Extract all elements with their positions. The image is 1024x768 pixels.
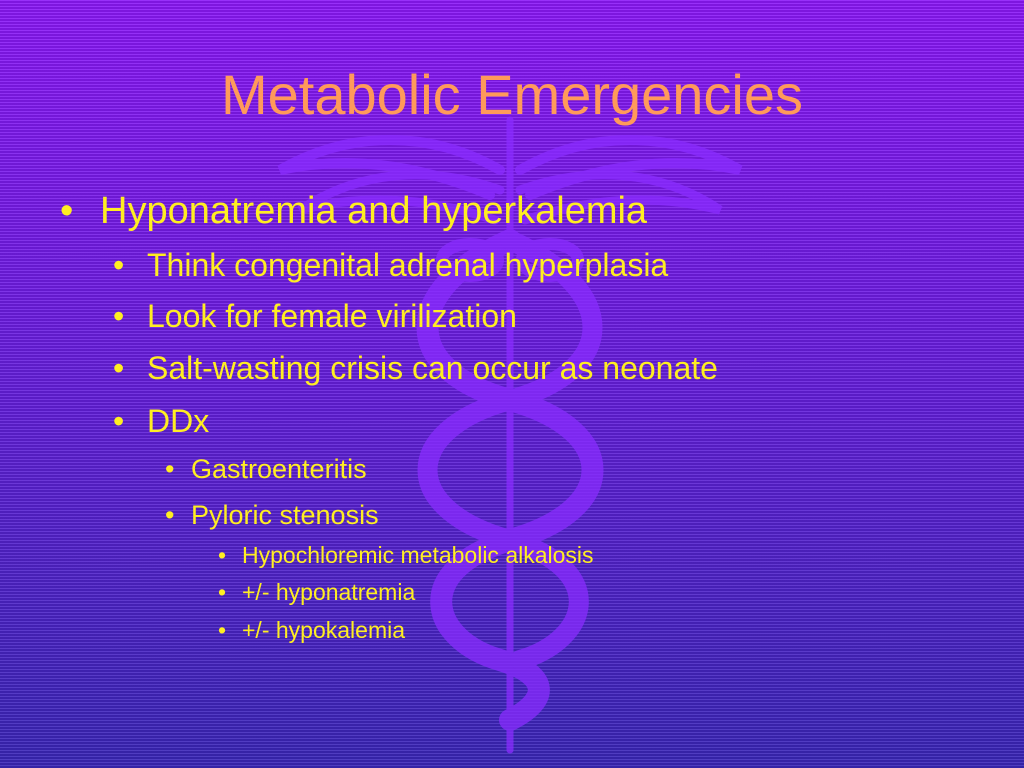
bullet-text: DDx	[147, 403, 210, 439]
bullet-text: Look for female virilization	[147, 298, 517, 334]
bullet-marker: •	[60, 190, 74, 232]
bullet-text: Think congenital adrenal hyperplasia	[147, 247, 669, 283]
bullet-item	[165, 454, 367, 485]
bullet-item	[113, 403, 210, 440]
bullet-item	[218, 617, 405, 644]
bullet-item	[113, 350, 718, 387]
bullet-marker: •	[218, 617, 227, 643]
bullet-text: Hyponatremia and hyperkalemia	[100, 190, 648, 232]
bullet-item	[113, 298, 517, 335]
slide-title: Metabolic Emergencies	[220, 63, 804, 126]
bullet-item	[165, 500, 379, 531]
bullet-item	[60, 190, 648, 233]
bullet-marker: •	[218, 579, 227, 605]
bullet-text: Salt-wasting crisis can occur as neonate	[147, 350, 718, 386]
bullet-item	[218, 579, 416, 606]
bullet-marker: •	[165, 454, 175, 484]
bullet-marker: •	[113, 403, 125, 439]
bullet-marker: •	[218, 542, 227, 568]
bullet-text: Pyloric stenosis	[191, 500, 379, 530]
bullet-item	[218, 542, 594, 569]
bullet-marker: •	[113, 247, 125, 283]
bullet-item	[113, 247, 669, 284]
bullet-text: Hypochloremic metabolic alkalosis	[242, 542, 594, 568]
bullet-text: +/- hypokalemia	[242, 617, 405, 643]
bullet-marker: •	[113, 350, 125, 386]
bullet-text: Gastroenteritis	[191, 454, 367, 484]
caduceus-icon	[200, 60, 820, 760]
bullet-marker: •	[113, 298, 125, 334]
bullet-text: +/- hyponatremia	[242, 579, 416, 605]
bullet-marker: •	[165, 500, 175, 530]
